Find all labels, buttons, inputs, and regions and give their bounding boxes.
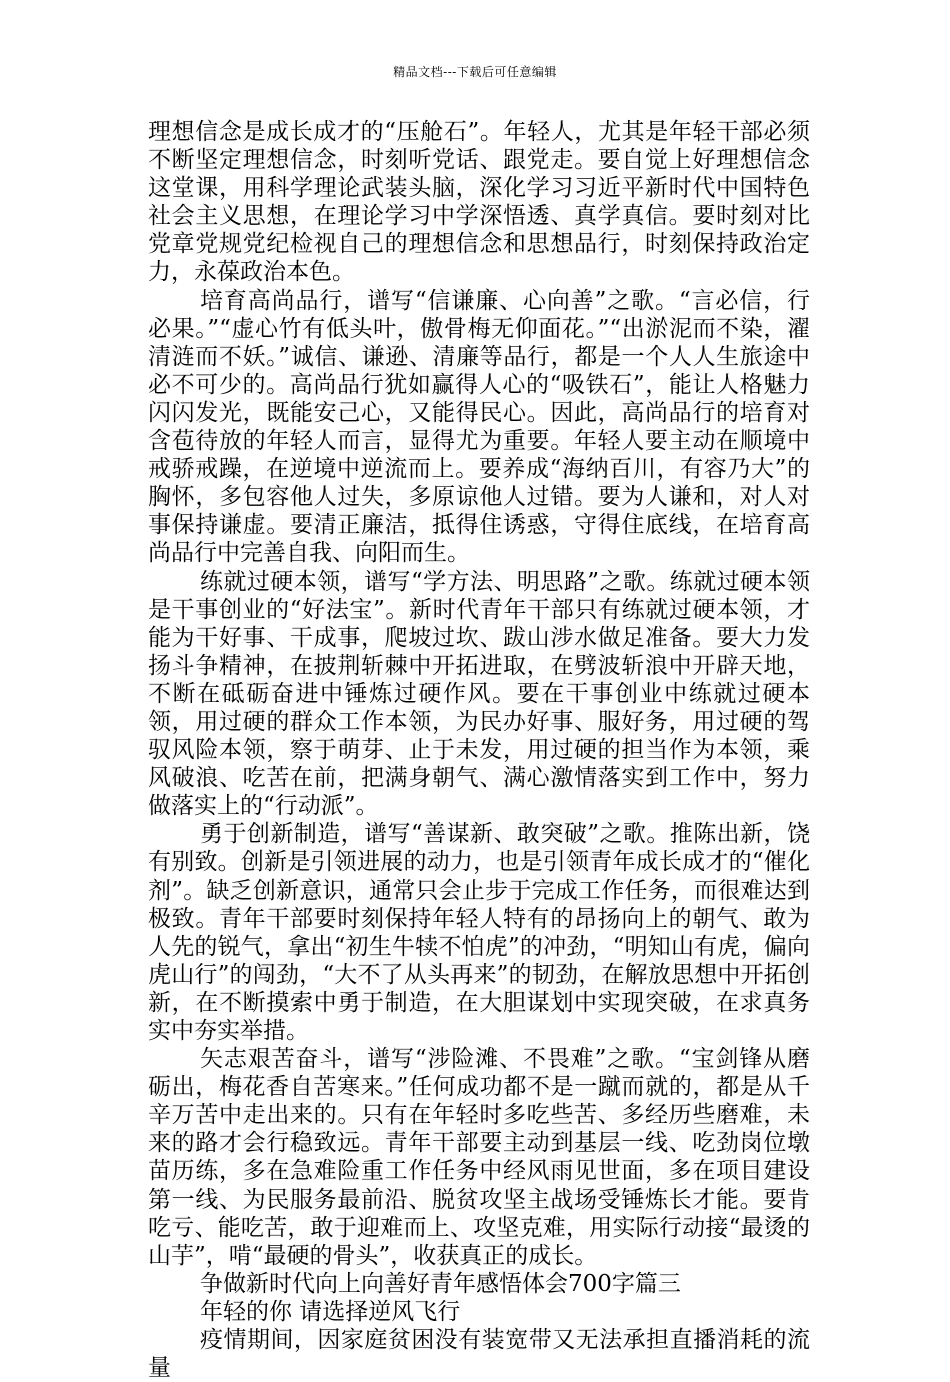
paragraph-skills: 练就过硬本领，谱写“学方法、明思路”之歌。练就过硬本领是干事创业的“好法宝”。新时代青年干部只有练就过硬本领，才能为干好事、干成事，爬坡过坎、跋山涉水做足准备。要大力发扬斗争精神，在披荆斩棘中开拓进取，在劈波斩浪中开辟天地，不断在砥砺奋进中锤炼过硬作风。要在干事创业中练就过硬本领，用过硬的群众工作本领，为民办好事、服好务，用过硬的驾驭风险本领，察于萌芽、止于未发，用过硬的担当作为本领，乘风破浪、吃苦在前，把满身朝气、满心激情落实到工作中，努力做落实上的“行动派”。 xyxy=(148,568,810,820)
page-header: 精品文档---下载后可任意编辑 xyxy=(393,65,557,79)
paragraph-innovation: 勇于创新制造，谱写“善谋新、敢突破”之歌。推陈出新，饶有别致。创新是引领进展的动力，也是引领青年成长成才的“催化剂”。缺乏创新意识，通常只会止步于完成工作任务，而很难达到极致。青年干部要时刻保持年轻人特有的昂扬向上的朝气、敢为人先的锐气，拿出“初生牛犊不怕虎”的冲劲，“明知山有虎，偏向虎山行”的闯劲，“大不了从头再来”的韧劲，在解放思想中开拓创新，在不断摸索中勇于制造，在大胆谋划中实现突破，在求真务实中夯实举措。 xyxy=(148,821,810,1044)
section-heading: 争做新时代向上向善好青年感悟体会700字篇三 xyxy=(200,1270,681,1297)
document-body xyxy=(148,118,810,1382)
paragraph-pandemic: 疫情期间，因家庭贫困没有装宽带又无法承担直播消耗的流量 xyxy=(148,1327,810,1382)
paragraph-character: 培育高尚品行，谱写“信谦廉、心向善”之歌。“言必信，行必果。”“虚心竹有低头叶，傲骨梅无仰面花。”“出淤泥而不染，濯清涟而不妖。”诚信、谦逊、清廉等品行，都是一个人人生旅途中必不可少的。高尚品行犹如赢得人心的“吸铁石”，能让人格魅力闪闪发光，既能安己心，又能得民心。因此，高尚品行的培育对含苞待放的年轻人而言，显得尤为重要。年轻人要主动在顺境中戒骄戒躁，在逆境中逆流而上。要养成“海纳百川，有容乃大”的胸怀，多包容他人过失，多原谅他人过错。要为人谦和，对人对事保持谦虚。要清正廉洁，抵得住诱惑，守得住底线，在培育高尚品行中完善自我、向阳而生。 xyxy=(148,287,810,567)
section-subtitle: 年轻的你 请选择逆风飞行 xyxy=(200,1298,461,1325)
paragraph-hard-work: 矢志艰苦奋斗，谱写“涉险滩、不畏难”之歌。“宝剑锋从磨砺出，梅花香自苦寒来。”任何成功都不是一蹴而就的，都是从千辛万苦中走出来的。只有在年轻时多吃些苦、多经历些磨难，未来的路才会行稳致远。青年干部要主动到基层一线、吃劲岗位墩苗历练，多在急难险重工作任务中经风雨见世面，多在项目建设第一线、为民服务最前沿、脱贫攻坚主战场受锤炼长才能。要肯吃亏、能吃苦，敢于迎难而上、攻坚克难，用实际行动接“最烫的山芋”，啃“最硬的骨头”，收获真正的成长。 xyxy=(148,1046,810,1269)
paragraph-ideals: 理想信念是成长成才的“压舱石”。年轻人，尤其是年轻干部必须不断坚定理想信念，时刻听党话、跟党走。要自觉上好理想信念这堂课，用科学理论武装头脑，深化学习习近平新时代中国特色社会主义思想，在理论学习中学深悟透、真学真信。要时刻对比党章党规党纪检视自己的理想信念和思想品行，时刻保持政治定力，永葆政治本色。 xyxy=(148,119,810,286)
